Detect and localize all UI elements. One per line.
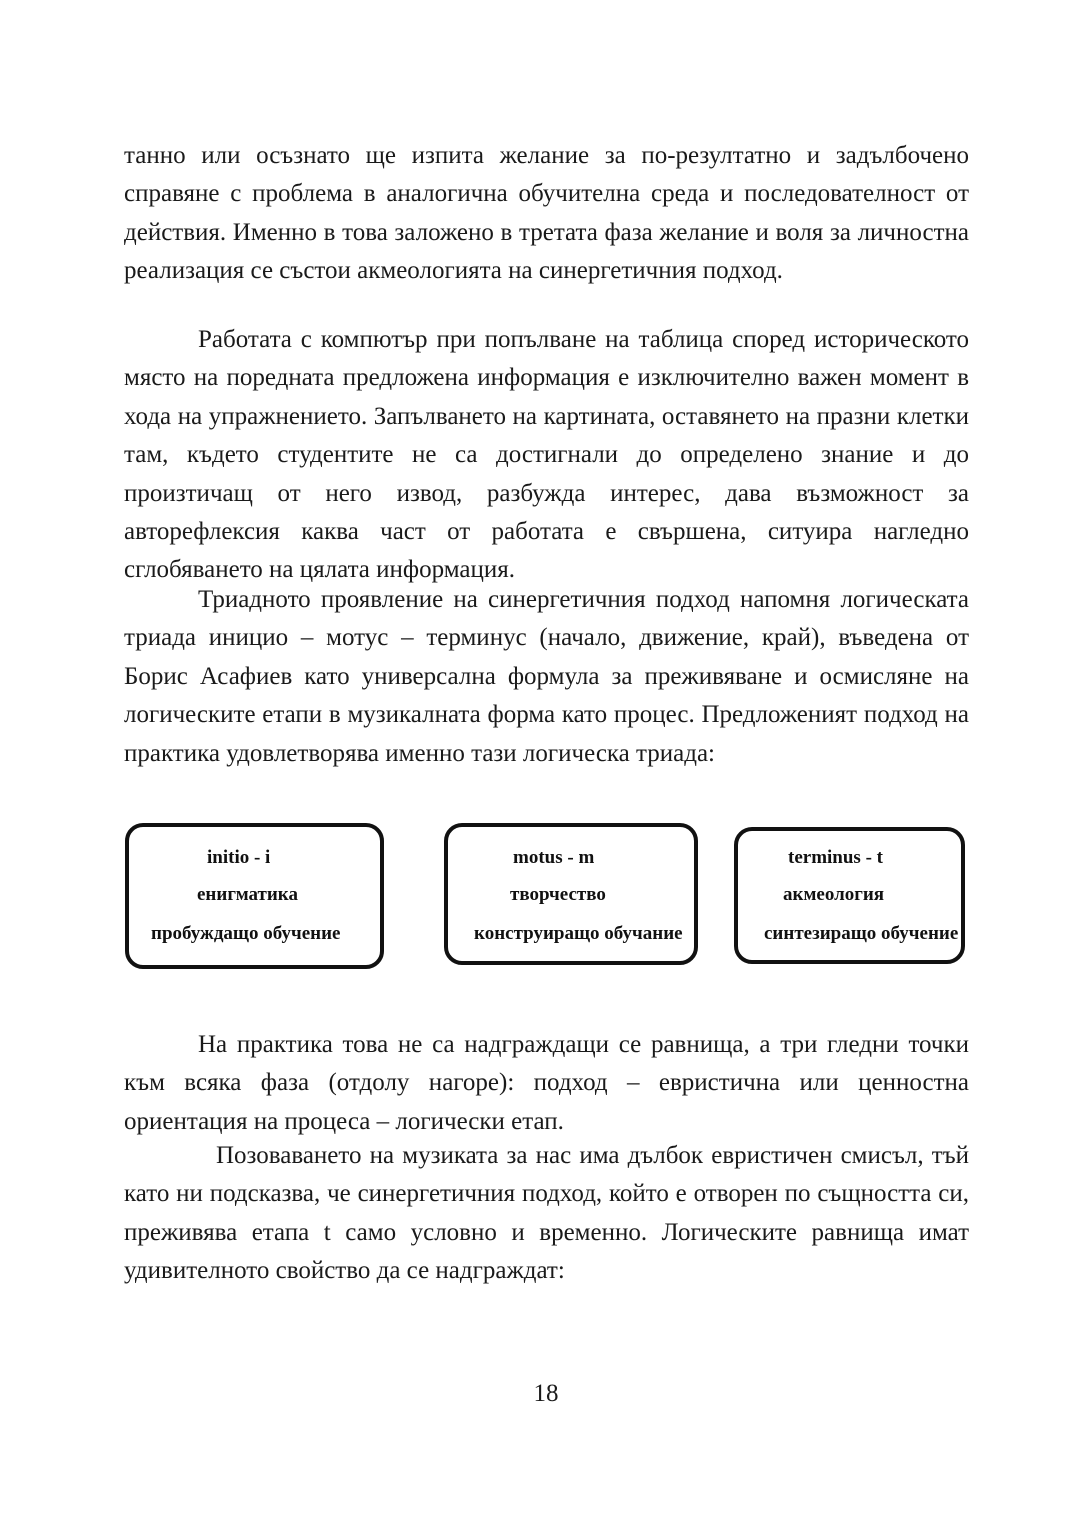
triad-field-label: акмеология (783, 884, 885, 905)
triad-box-motus (444, 823, 698, 965)
paragraph-triad-intro: Триадното проявление на синергетичния подход напомня логическата триада иницио – мотус – терминус (начало, движение, край), въведена от Борис Асафиев като универсална формула за преживяване и осмисляне на логическите етапи в музикалната форма като процес. Предложеният подход на практика удовлетворява именно тази логическа триада: (124, 586, 969, 767)
triad-box-initio (125, 823, 384, 969)
triad-stage-label: motus - m (513, 847, 595, 868)
triad-learning-label: синтезиращо обучение (764, 923, 959, 944)
paragraph-computer-work: Работата с компютър при попълване на таблица според историческото място на поредната предложена информация е изключително важен момент в хода на упражнението. Запълването на картината, оставянето на празни клетки там, където студентите не са достигнали до определено знание и до произтичащ от него извод, разбужда интерес, дава възможност за авторефлексия каква част от работата е свършена, ситуира нагледно сглобяването на цялата информация. (124, 326, 969, 584)
paragraph-viewpoints: На практика това не са надграждащи се равнища, а три гледни точки към всяка фаза (отдолу нагоре): подход – евристична или ценностна ориентация на процеса – логически етап. (124, 1031, 969, 1135)
page-number: 18 (533, 1380, 559, 1407)
paragraph-music-reference: Позоваването на музиката за нас има дълбок евристичен смисъл, тъй като ни подсказва, че синергетичния подход, който е отворен по същността си, преживява етапа t само условно и временно. Логическите равнища имат удивителното свойство да се надграждат: (124, 1142, 969, 1285)
triad-stage-label: terminus - t (788, 847, 883, 868)
triad-learning-label: пробуждащо обучение (151, 923, 341, 944)
triad-field-label: творчество (510, 884, 606, 905)
triad-stage-label: initio - i (207, 847, 271, 868)
triad-learning-label: конструиращо обучание (474, 923, 683, 944)
triad-field-label: енигматика (197, 884, 298, 905)
triad-box-terminus (734, 827, 965, 964)
paragraph-continuation: танно или осъзнато ще изпита желание за по-резултатно и задълбочено справяне с проблема в аналогична обучителна среда и последователност от действия. Именно в това заложено в третата фаза желание и воля за личностна реализация се състои акмеологията на синергетичния подход. (124, 142, 969, 285)
